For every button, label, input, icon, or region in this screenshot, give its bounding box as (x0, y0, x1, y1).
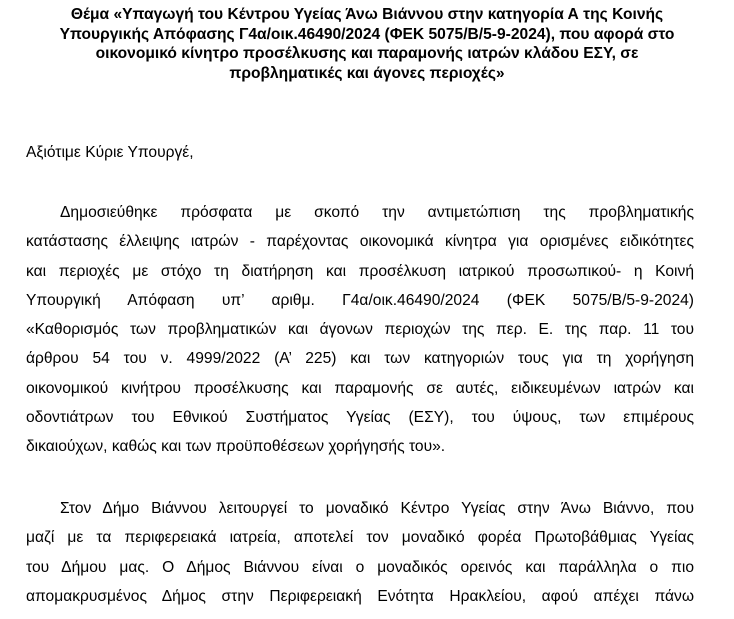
subject-line: Θέμα «Υπαγωγή του Κέντρου Υγείας Άνω Βιάννου στην κατηγορία Α της Κοινής (70, 6, 664, 23)
body-paragraph-2 (26, 494, 694, 611)
paragraph-line: δικαιούχων, καθώς και των προϋποθέσεων χορήγησής του». (26, 438, 446, 456)
paragraph-line: Δημοσιεύθηκε πρόσφατα με σκοπό την αντιμετώπιση της προβληματικής (60, 204, 694, 221)
paragraph-line: απομακρυσμένος Δήμος στην Περιφερειακή Ενότητα Ηρακλείου, αφού απέχει πάνω (26, 587, 694, 605)
body-paragraph-1 (26, 198, 694, 462)
paragraph-line: Στον Δήμο Βιάννου λειτουργεί το μοναδικό Κέντρο Υγείας στην Άνω Βιάννο, που (60, 500, 694, 517)
salutation: Αξιότιμε Κύριε Υπουργέ, (26, 144, 194, 161)
subject-line: οικονομικό κίνητρο προσέλκυσης και παραμονής ιατρών κλάδου ΕΣΥ, σε (95, 45, 639, 62)
paragraph-line: Υπουργική Απόφαση υπ’ αριθμ. Γ4α/οικ.46490/2024 (ΦΕΚ 5075/Β/5-9-2024) (26, 291, 694, 309)
paragraph-line: του Δήμου μας. Ο Δήμος Βιάννου είναι ο μοναδικός ορεινός και παράλληλα ο πιο (26, 558, 694, 576)
paragraph-line: άρθρου 54 του ν. 4999/2022 (Α’ 225) και των κατηγοριών τους για τη χορήγηση (26, 350, 694, 368)
paragraph-line: κατάστασης έλλειψης ιατρών - παρέχοντας οικονομικά κίνητρα για ορισμένες ειδικότητες (26, 233, 694, 251)
paragraph-line: «Καθορισμός των προβληματικών και άγονων περιοχών της περ. Ε. της παρ. 11 του (26, 321, 694, 339)
paragraph-line: οικονομικού κινήτρου προσέλκυσης και παραμονής σε αυτές, ειδικευμένων ιατρών και (26, 379, 694, 397)
paragraph-line: μαζί με τα περιφερειακά ιατρεία, αποτελεί τον μοναδικό φορέα Πρωτοβάθμιας Υγείας (26, 529, 694, 547)
subject-heading (6, 5, 728, 83)
subject-line: προβληματικές και άγονες περιοχές» (229, 64, 505, 82)
paragraph-line: οδοντιάτρων του Εθνικού Συστήματος Υγείας (ΕΣΥ), του ύψους, των επιμέρους (26, 409, 694, 427)
subject-line: Υπουργικής Απόφασης Γ4α/οικ.46490/2024 (ΦΕΚ 5075/Β/5-9-2024), που αφορά στο (59, 25, 675, 43)
paragraph-line: και περιοχές με στόχο τη διατήρηση και προσέλκυση ιατρικού προσωπικού- η Κοινή (26, 262, 694, 280)
